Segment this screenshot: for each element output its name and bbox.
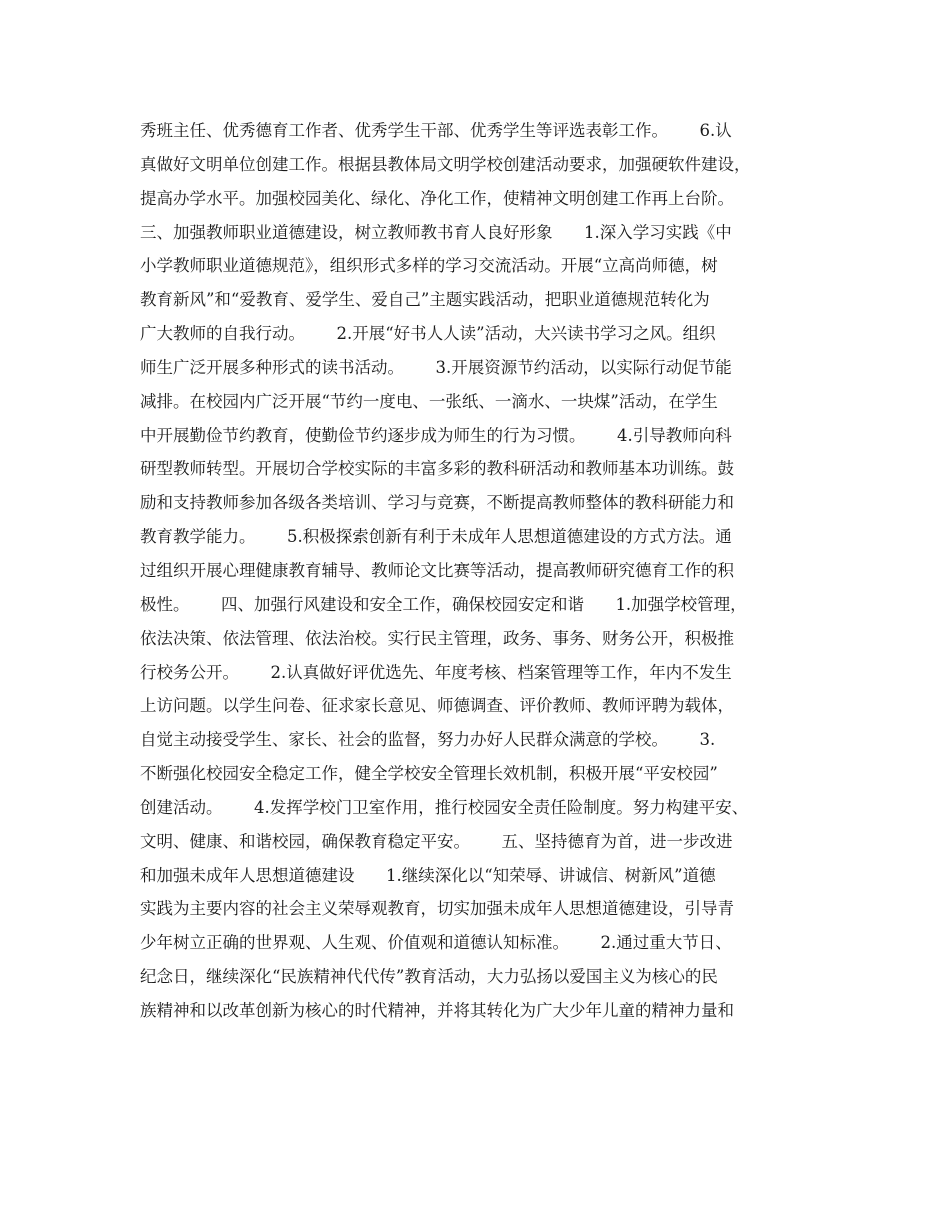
text-line: 三、加强教师职业道德建设，树立教师教书育人良好形象 1.深入学习实践《中 xyxy=(140,222,732,242)
text-line: 纪念日，继续深化“民族精神代代传”教育活动，大力弘扬以爱国主义为核心的民 xyxy=(140,967,718,987)
text-line: 提高办学水平。加强校园美化、绿化、净化工作，使精神文明创建工作再上台阶。 xyxy=(140,188,734,208)
text-line: 文明、健康、和谐校园，确保教育稳定平安。 五、坚持德育为首，进一步改进 xyxy=(140,831,733,851)
text-line: 上访问题。以学生问卷、征求家长意见、师德调查、评价教师、教师评聘为载体， xyxy=(140,696,734,716)
text-line: 教育新风”和“爱教育、爱学生、爱自己”主题实践活动，把职业道德规范转化为 xyxy=(140,290,710,310)
text-line: 行校务公开。 2.认真做好评优选先、年度考核、档案管理等工作，年内不发生 xyxy=(140,662,732,682)
text-line: 减排。在校园内广泛开展“节约一度电、一张纸、一滴水、一块煤”活动，在学生 xyxy=(140,391,718,411)
text-line: 中开展勤俭节约教育，使勤俭节约逐步成为师生的行为习惯。 4.引导教师向科 xyxy=(140,425,732,445)
text-line: 和加强未成年人思想道德建设 1.继续深化以“知荣辱、讲诚信、树新风”道德 xyxy=(140,865,716,885)
text-line: 实践为主要内容的社会主义荣辱观教育，切实加强未成年人思想道德建设，引导青 xyxy=(140,899,734,919)
text-line: 研型教师转型。开展切合学校实际的丰富多彩的教科研活动和教师基本功训练。鼓 xyxy=(140,459,734,479)
text-line: 教育教学能力。 5.积极探索创新有利于未成年人思想道德建设的方式方法。通 xyxy=(140,527,732,547)
text-line: 极性。 四、加强行风建设和安全工作，确保校园安定和谐 1.加强学校管理， xyxy=(140,594,747,614)
text-line: 小学教师职业道德规范》，组织形式多样的学习交流活动。开展“立高尚师德，树 xyxy=(140,256,718,276)
text-line: 师生广泛开展多种形式的读书活动。 3.开展资源节约活动，以实际行动促节能 xyxy=(140,357,732,377)
text-line: 广大教师的自我行动。 2.开展“好书人人读”活动，大兴读书学习之风。组织 xyxy=(140,324,716,344)
text-line: 少年树立正确的世界观、人生观、价值观和道德认知标准。 2.通过重大节日、 xyxy=(140,933,732,953)
text-line: 不断强化校园安全稳定工作，健全学校安全管理长效机制，积极开展“平安校园” xyxy=(140,764,718,784)
text-line: 族精神和以改革创新为核心的时代精神，并将其转化为广大少年儿童的精神力量和 xyxy=(140,1000,734,1020)
text-line: 依法决策、依法管理、依法治校。实行民主管理，政务、事务、财务公开，积极推 xyxy=(140,628,734,648)
text-line: 创建活动。 4.发挥学校门卫室作用，推行校园安全责任险制度。努力构建平安、 xyxy=(140,797,749,817)
text-line: 励和支持教师参加各级各类培训、学习与竞赛，不断提高教师整体的教科研能力和 xyxy=(140,493,734,513)
body-text xyxy=(140,114,820,1028)
text-line: 秀班主任、优秀德育工作者、优秀学生干部、优秀学生等评选表彰工作。 6.认 xyxy=(140,121,732,140)
text-line: 过组织开展心理健康教育辅导、教师论文比赛等活动，提高教师研究德育工作的积 xyxy=(140,560,734,580)
text-line: 真做好文明单位创建工作。根据县教体局文明学校创建活动要求，加强硬软件建设， xyxy=(140,154,751,174)
text-line: 自觉主动接受学生、家长、社会的监督，努力办好人民群众满意的学校。 3. xyxy=(140,730,716,750)
